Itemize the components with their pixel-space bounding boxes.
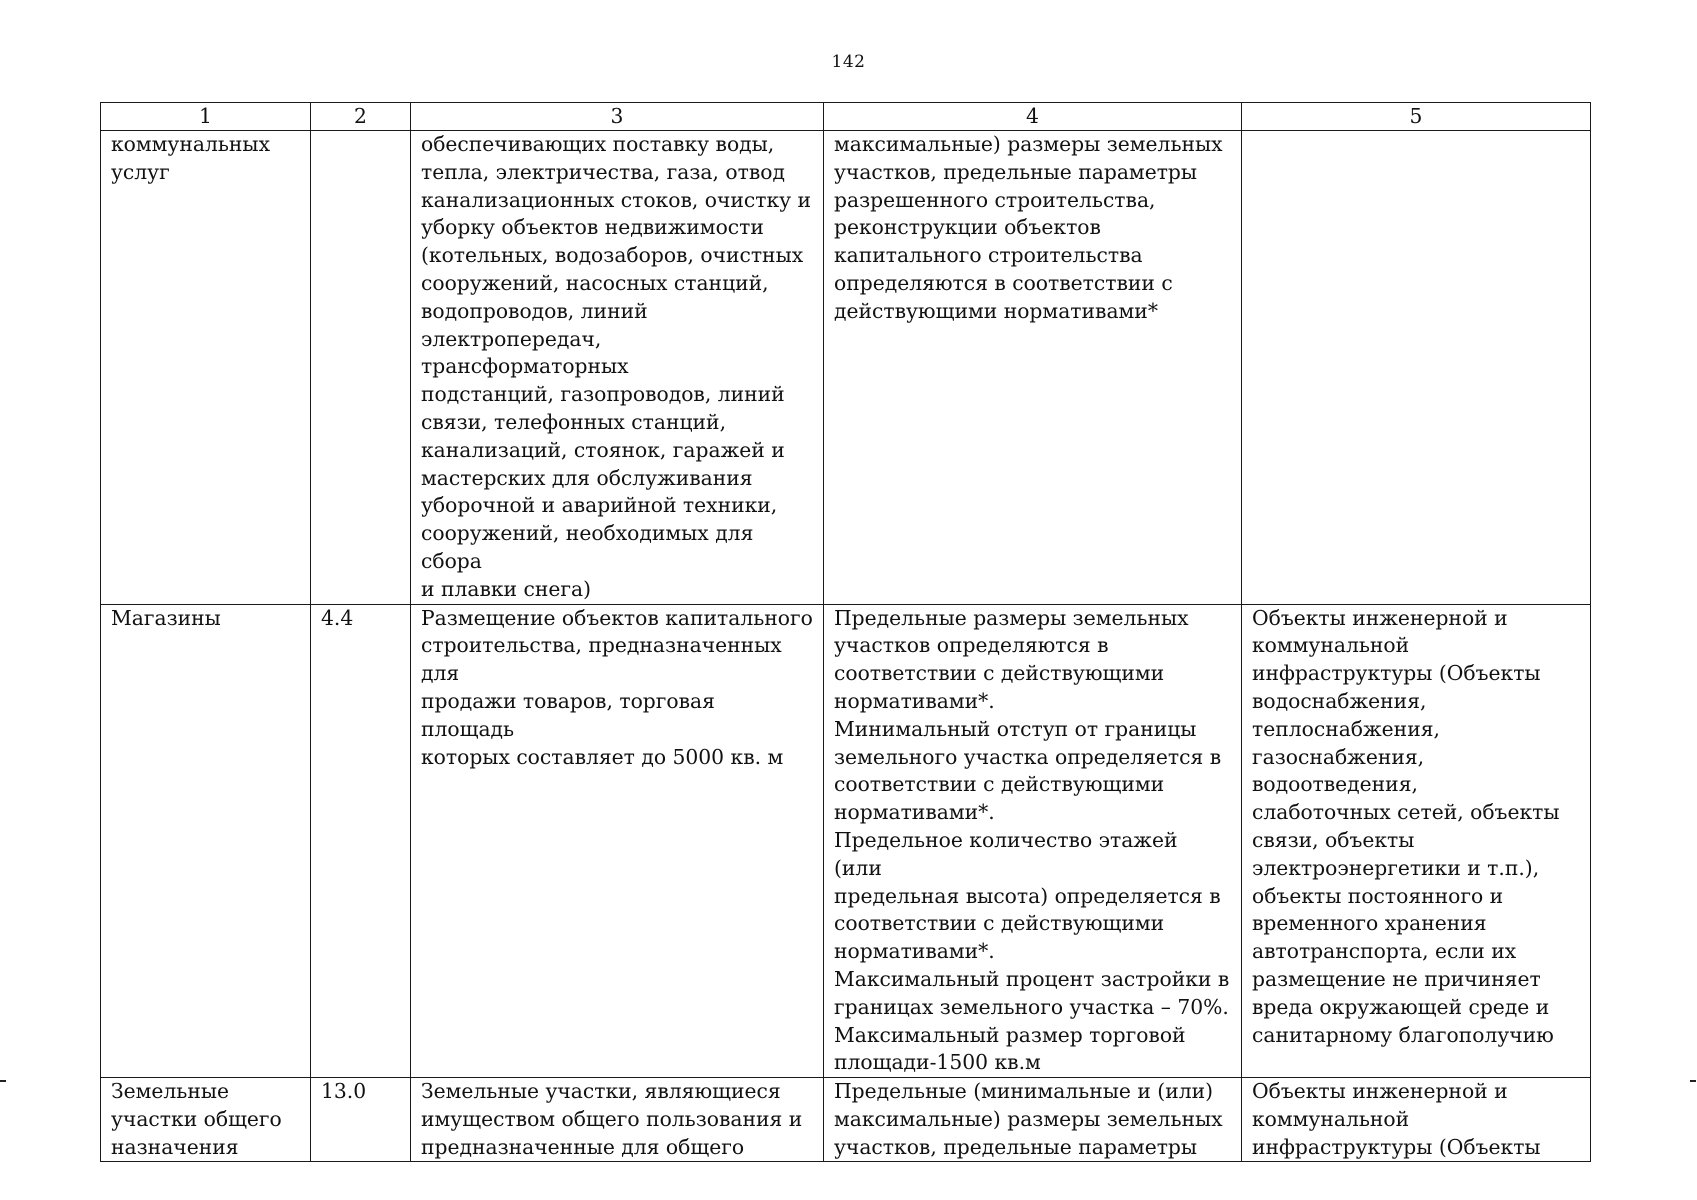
column-header: 2 [311, 103, 411, 131]
cell-text: Предельные (минимальные и (или) максимальные) размеры земельных участков, предельные параметры [834, 1079, 1223, 1159]
table-cell [824, 131, 1242, 605]
cell-text: Магазины [111, 605, 221, 630]
table-cell [311, 604, 411, 1078]
table-row [101, 1078, 1591, 1162]
cell-text: максимальные) размеры земельных участков, предельные параметры разрешенного строительства, реконструкции объектов капитального строительства определяются в соответствии с действующими нормативами* [834, 132, 1223, 323]
cell-text: обеспечивающих поставку воды, тепла, электричества, газа, отвод канализационных стоков, очистку и уборку объектов недвижимости (котельных, водозаборов, очистных сооружений, насосных станций, водопроводов, линий электропередач, трансформаторных подстанций, газопроводов, линий связи, телефонных станций, канализаций, стоянок, гаражей и мастерских для обслуживания уборочной и аварийной техники, сооружений, необходимых для сбора и плавки снега) [421, 132, 812, 601]
table-row [101, 131, 1591, 605]
cell-text: Объекты инженерной и коммунальной инфраструктуры (Объекты водоснабжения, теплоснабжения, газоснабжения, водоотведения, слаботочных сетей, объекты связи, объекты электроэнергетики и т.п.), объекты постоянного и временного хранения автотранспорта, если их размещение не причиняет вреда окружающей среде и санитарному благополучию [1252, 605, 1560, 1047]
table-cell [101, 1078, 311, 1162]
table-cell [101, 604, 311, 1078]
cell-text: коммунальных услуг [111, 132, 271, 184]
cell-text: Предельные размеры земельных участков определяются в соответствии с действующими нормативами*. Минимальный отступ от границы земельного участка определяется в соответствии с действующими нормативами*. Предельное количество этажей (или предельная высота) определяется в соответствии с действующими нормативами*. Максимальный процент застройки в границах земельного участка – 70%. Максимальный размер торговой площади-1500 кв.м [834, 605, 1230, 1075]
table-cell [411, 1078, 824, 1162]
table-cell [824, 1078, 1242, 1162]
table-cell [411, 131, 824, 605]
page-number: 142 [831, 52, 866, 72]
table-cell [101, 131, 311, 605]
table-header-row [101, 103, 1591, 131]
cell-text: 4.4 [321, 605, 354, 630]
column-header: 1 [101, 103, 311, 131]
scan-margin-mark [0, 1080, 6, 1082]
column-header: 4 [824, 103, 1242, 131]
table-cell [1242, 131, 1591, 605]
column-header: 3 [411, 103, 824, 131]
table-cell [824, 604, 1242, 1078]
table-cell [411, 604, 824, 1078]
cell-text: Размещение объектов капитального строительства, предназначенных для продажи товаров, торговая площадь которых составляет до 5000 кв. м [421, 605, 813, 769]
scan-margin-mark [1690, 1080, 1696, 1082]
land-use-table [100, 102, 1591, 1162]
cell-text: Земельные участки общего назначения [111, 1079, 282, 1159]
table-cell [311, 1078, 411, 1162]
column-header: 5 [1242, 103, 1591, 131]
table-cell [1242, 604, 1591, 1078]
table-cell [311, 131, 411, 605]
cell-text: Объекты инженерной и коммунальной инфраструктуры (Объекты [1252, 1079, 1541, 1159]
cell-text: Земельные участки, являющиеся имуществом общего пользования и предназначенные для общего [421, 1079, 803, 1159]
table-row [101, 604, 1591, 1078]
table-cell [1242, 1078, 1591, 1162]
cell-text: 13.0 [321, 1079, 367, 1104]
